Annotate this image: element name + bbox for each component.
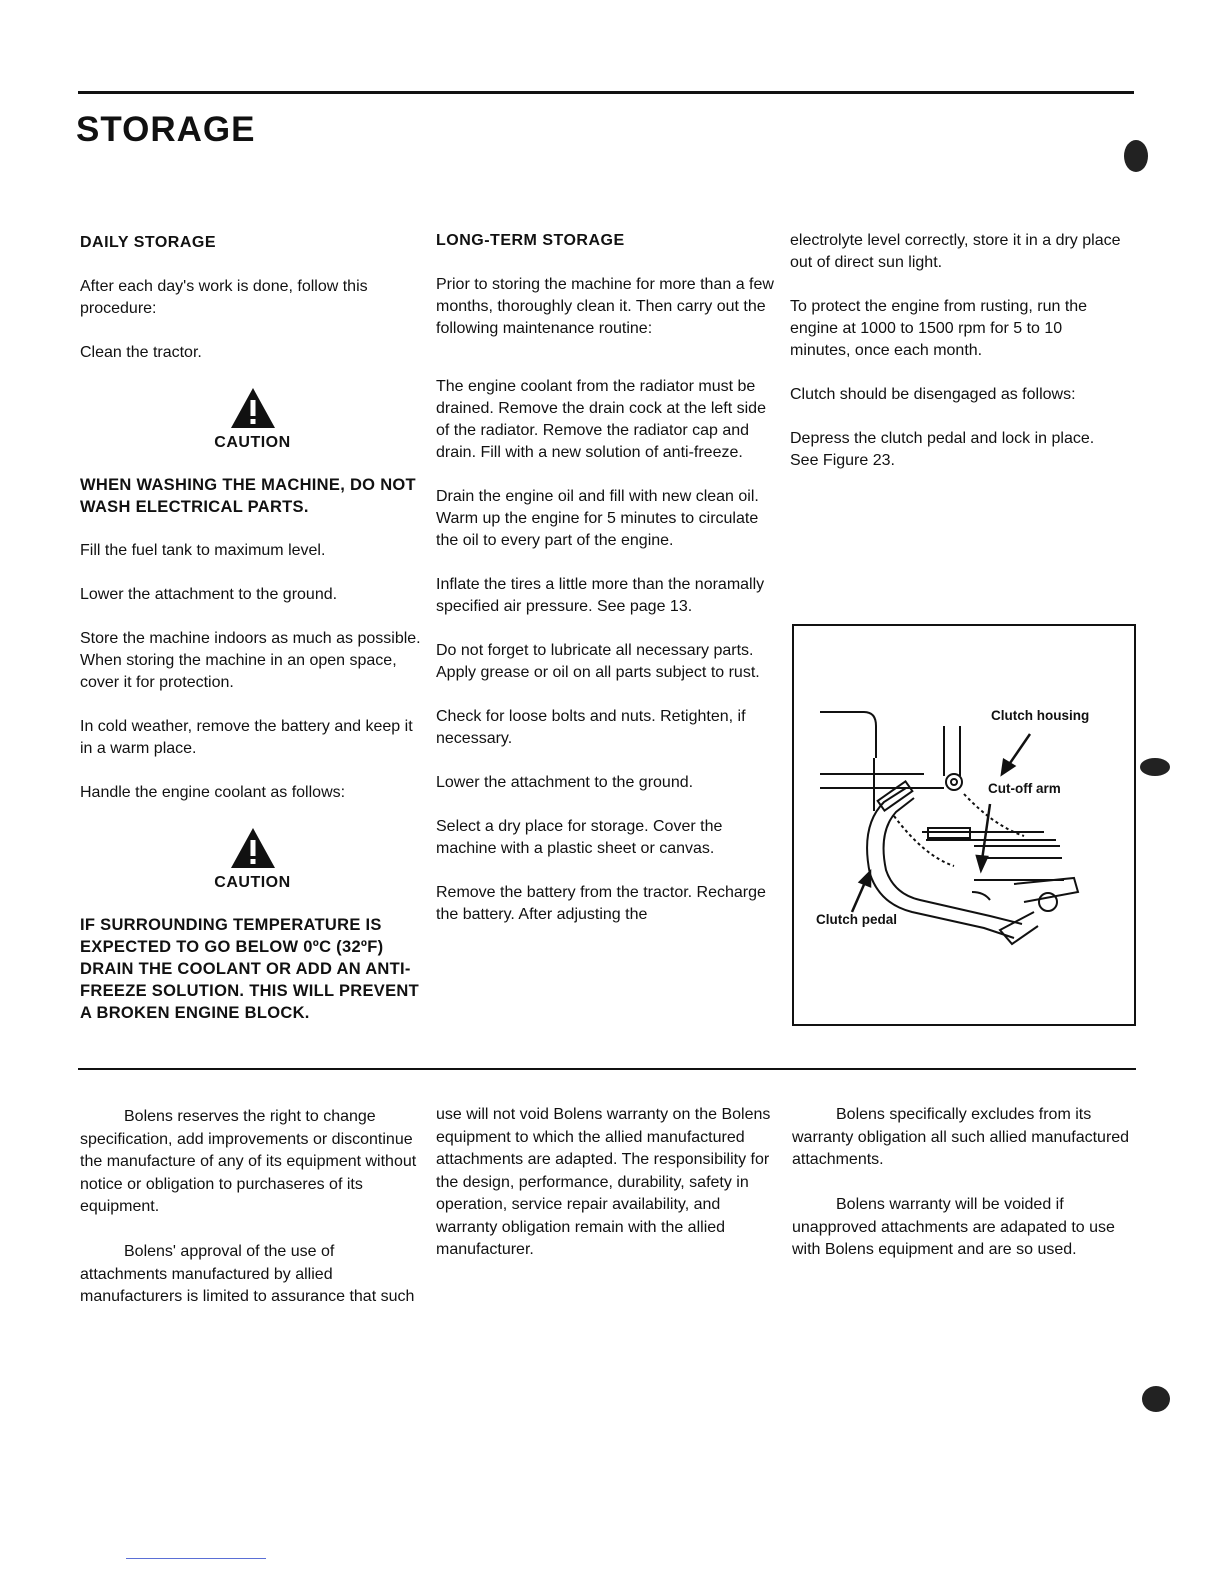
scan-speck bbox=[1142, 1386, 1170, 1412]
warning-triangle-icon bbox=[229, 386, 277, 430]
clutch-figure bbox=[792, 624, 1136, 1026]
scan-speck bbox=[1140, 758, 1170, 776]
footer-rule bbox=[126, 1558, 266, 1559]
page-title: STORAGE bbox=[76, 110, 256, 149]
long-term-storage-heading: LONG-TERM STORAGE bbox=[436, 232, 625, 249]
caution-block-1 bbox=[80, 386, 425, 454]
daily-paragraph-5: Store the machine indoors as much as possible. When storing the machine in an open space, cover it for protection. bbox=[80, 630, 421, 691]
scan-speck bbox=[1124, 140, 1148, 172]
warranty-column-2 bbox=[436, 1104, 776, 1284]
warranty-column-3 bbox=[792, 1104, 1137, 1284]
daily-paragraph-2: Clean the tractor. bbox=[80, 344, 202, 361]
longterm-paragraph-9: Remove the battery from the tractor. Recharge the battery. After adjusting the bbox=[436, 884, 766, 923]
caution-label: CAUTION bbox=[214, 434, 291, 451]
longterm-paragraph-3: Drain the engine oil and fill with new clean oil. Warm up the engine for 5 minutes to circulate the oil to every part of the engine. bbox=[436, 488, 759, 549]
clutch-pedal-label: Clutch pedal bbox=[816, 912, 898, 927]
warranty-paragraph-4: Bolens specifically excludes from its warranty obligation all such allied manufactured attachments. bbox=[792, 1106, 1130, 1168]
cut-off-arm-label: Cut-off arm bbox=[988, 781, 1061, 796]
daily-storage-heading: DAILY STORAGE bbox=[80, 234, 217, 251]
daily-paragraph-7: Handle the engine coolant as follows: bbox=[80, 784, 346, 801]
warning-washing: WHEN WASHING THE MACHINE, DO NOT WASH ELECTRICAL PARTS. bbox=[80, 476, 416, 516]
footer-divider bbox=[78, 1068, 1136, 1070]
longterm-paragraph-1: Prior to storing the machine for more than a few months, thoroughly clean it. Then carry out the following maintenance routine: bbox=[436, 276, 774, 337]
long-term-storage-column bbox=[436, 230, 781, 948]
caution-block-2 bbox=[80, 826, 425, 894]
longterm-paragraph-5: Do not forget to lubricate all necessary parts. Apply grease or oil on all parts subject to rust. bbox=[436, 642, 760, 681]
daily-paragraph-3: Fill the fuel tank to maximum level. bbox=[80, 542, 326, 559]
warranty-paragraph-5: Bolens warranty will be voided if unapproved attachments are adapated to use with Bolens equipment and are so used. bbox=[792, 1196, 1115, 1258]
longterm-paragraph-4: Inflate the tires a little more than the noramally specified air pressure. See page 13. bbox=[436, 576, 765, 615]
longterm-paragraph-6: Check for loose bolts and nuts. Retighten, if necessary. bbox=[436, 708, 746, 747]
longterm-paragraph-2: The engine coolant from the radiator must be drained. Remove the drain cock at the left side of the radiator. Remove the radiator cap and drain. Fill with a new solution of anti-freeze. bbox=[436, 378, 766, 461]
warranty-paragraph-1: Bolens reserves the right to change specification, add improvements or discontinue the manufacture of any of its equipment without notice or obligation to purchaseres of its equipment. bbox=[80, 1108, 417, 1215]
daily-paragraph-1: After each day's work is done, follow this procedure: bbox=[80, 278, 368, 317]
daily-storage-column bbox=[80, 232, 425, 1046]
daily-paragraph-6: In cold weather, remove the battery and keep it in a warm place. bbox=[80, 718, 413, 757]
clutch-housing-label: Clutch housing bbox=[991, 708, 1090, 723]
warranty-column-1 bbox=[80, 1106, 420, 1331]
col3-paragraph-2: To protect the engine from rusting, run the engine at 1000 to 1500 rpm for 5 to 10 minutes, once each month. bbox=[790, 298, 1088, 359]
longterm-paragraph-8: Select a dry place for storage. Cover the machine with a plastic sheet or canvas. bbox=[436, 818, 723, 857]
warranty-paragraph-3: use will not void Bolens warranty on the Bolens equipment to which the allied manufactured attachments are adapted. The responsibility for the design, performance, durability, safety in operation, service repair availability, and warranty obligation remain with the allied manufacturer. bbox=[436, 1106, 771, 1258]
col3-paragraph-1: electrolyte level correctly, store it in a dry place out of direct sun light. bbox=[790, 232, 1121, 271]
col3-paragraph-3: Clutch should be disengaged as follows: bbox=[790, 386, 1076, 403]
top-rule bbox=[78, 91, 1134, 94]
warranty-paragraph-2: Bolens' approval of the use of attachments manufactured by allied manufacturers is limited to assurance that such bbox=[80, 1243, 415, 1305]
daily-paragraph-4: Lower the attachment to the ground. bbox=[80, 586, 338, 603]
right-column bbox=[790, 230, 1125, 494]
col3-paragraph-4: Depress the clutch pedal and lock in place. See Figure 23. bbox=[790, 430, 1095, 469]
warning-triangle-icon bbox=[229, 826, 277, 870]
longterm-paragraph-7: Lower the attachment to the ground. bbox=[436, 774, 694, 791]
warning-temperature: IF SURROUNDING TEMPERATURE IS EXPECTED TO GO BELOW 0ºC (32ºF) DRAIN THE COOLANT OR ADD AN ANTI-FREEZE SOLUTION. THIS WILL PREVENT A BROKEN ENGINE BLOCK. bbox=[80, 916, 419, 1022]
clutch-diagram-illustration bbox=[794, 626, 1134, 1024]
caution-label: CAUTION bbox=[214, 874, 291, 891]
